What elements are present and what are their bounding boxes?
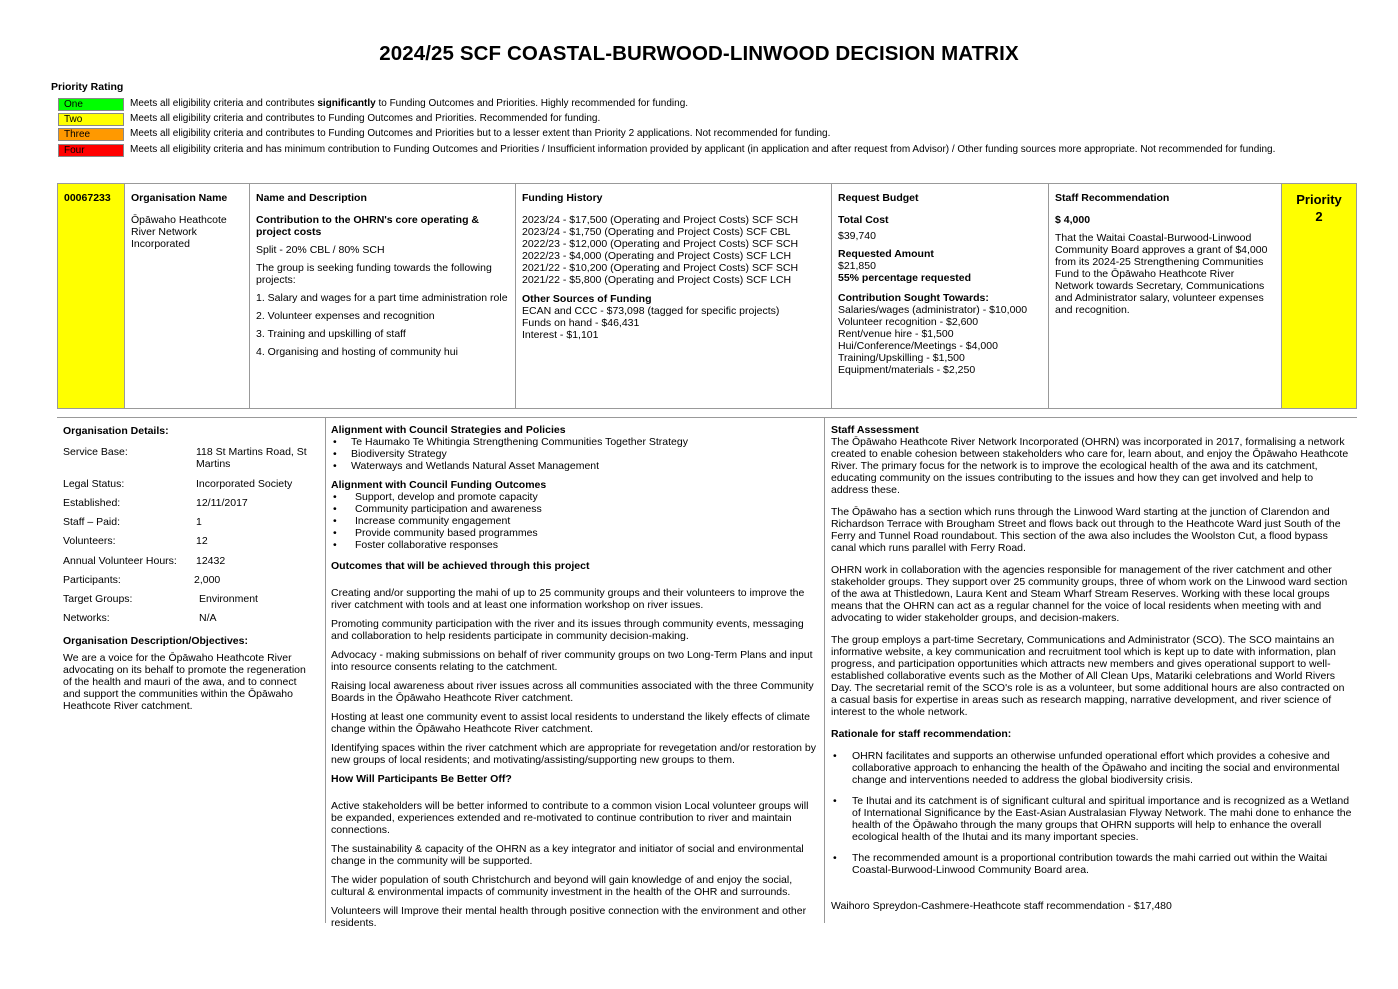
better-off-item: Active stakeholders will be better informed to contribute to a common vision Local volunteer groups will be expanded, experiences extended and re-motivated to continue contribution to river and maintain connections. bbox=[331, 800, 809, 836]
detail-value: 1 bbox=[196, 516, 202, 528]
list-item: • Te Haumako Te Whitingia Strengthening Communities Together Strategy bbox=[331, 436, 817, 448]
contribution-item: Training/Upskilling - $1,500 bbox=[838, 352, 965, 364]
rationale-item: • OHRN facilitates and supports an otherwise unfunded operational effort which provides a cohesive and collaborative approach to enhancing the health of the Ōpāwaho and inciting the social and environmental change and interventions needed to address the global biodiversity crisis. bbox=[831, 750, 1353, 786]
organisation-name: Ōpāwaho Heathcote River Network Incorporated bbox=[131, 214, 227, 250]
detail-value: 12 bbox=[196, 535, 208, 547]
total-cost-label: Total Cost bbox=[838, 214, 889, 226]
detail-label: Participants: bbox=[63, 574, 121, 586]
staff-recommendation-heading: Staff Recommendation bbox=[1055, 192, 1170, 204]
better-off-item: Volunteers will Improve their mental health through positive connection with the environment and other residents. bbox=[331, 905, 807, 929]
project-item: 4. Organising and hosting of community hui bbox=[256, 346, 458, 358]
other-funding-item: Interest - $1,101 bbox=[522, 329, 599, 341]
assessment-paragraph: OHRN work in collaboration with the agencies responsible for management of the river catchment and other stakeholder groups. They support over 25 community groups, three of whom work on the Linwood ward section of the awa at Thistledown, Laura Kent and Steam Wharf Stream Reserves. Working with these local groups means that the OHRN can act as a regular channel for the voice of local residents when meeting with and advocating to wider stakeholder groups, and decision-makers. bbox=[831, 564, 1348, 624]
request-budget-heading: Request Budget bbox=[838, 192, 919, 204]
priority-label-two: Two bbox=[58, 113, 124, 126]
staff-recommendation-text: That the Waitai Coastal-Burwood-Linwood Community Board approves a grant of $4,000 from its 2024-25 Strengthening Communities Fund to the Ōpāwaho Heathcote River Network towards Secretary, Communications and Administrator salary, volunteer expenses and recognition. bbox=[1055, 232, 1268, 316]
list-item: • Provide community based programmes bbox=[331, 527, 817, 539]
staff-recommendation-cell bbox=[1049, 184, 1282, 408]
detail-label: Volunteers: bbox=[63, 535, 116, 547]
achieved-item: Hosting at least one community event to assist local residents to understand the likely effects of climate change within the Ōpāwaho Heathcote River catchment. bbox=[331, 711, 810, 735]
application-id: 00067233 bbox=[64, 192, 111, 204]
other-board-recommendation: Waihoro Spreydon-Cashmere-Heathcote staff recommendation - $17,480 bbox=[831, 900, 1172, 912]
achieved-item: Advocacy - making submissions on behalf of river community groups on two Long-Term Plans and input into resource consents relating to the catchment. bbox=[331, 649, 813, 673]
seeking-text: The group is seeking funding towards the following projects: bbox=[256, 262, 492, 286]
percentage-requested: 55% percentage requested bbox=[838, 272, 972, 284]
priority-rating-heading: Priority Rating bbox=[51, 81, 124, 93]
assessment-paragraph: The Ōpāwaho Heathcote River Network Incorporated (OHRN) was incorporated in 2017, formalising a network created to enable cohesion between stakeholders who care for, learn about, and enjoy the Ōpāwaho Heathcote River. The primary focus for the network is to improve the ecological health of the awa and its catchment, educating community on the issues contributing to the issues and how they can get involved and help to address these. bbox=[831, 436, 1349, 496]
rationale-heading: Rationale for staff recommendation: bbox=[831, 728, 1012, 740]
achieved-item: Identifying spaces within the river catchment which are appropriate for revegetation and/or restoration by new groups of local residents; and motivating/assisting/supporting new groups to them. bbox=[331, 742, 817, 766]
organisation-details-heading: Organisation Details: bbox=[63, 425, 169, 437]
name-description-cell bbox=[250, 184, 516, 408]
detail-value: N/A bbox=[199, 612, 217, 624]
priority-label-four: Four bbox=[58, 144, 124, 157]
list-item: • Biodiversity Strategy bbox=[331, 448, 817, 460]
better-off-item: The wider population of south Christchurch and beyond will gain knowledge of and enjoy the social, cultural & environmental impacts of community investment in the health of the OHR and surrounds. bbox=[331, 874, 793, 898]
staff-recommended-amount: $ 4,000 bbox=[1055, 214, 1091, 226]
organisation-details-column bbox=[57, 418, 325, 923]
staff-assessment-heading: Staff Assessment bbox=[831, 424, 919, 436]
achieved-heading: Outcomes that will be achieved through this project bbox=[331, 560, 590, 572]
column-divider bbox=[325, 418, 326, 923]
organisation-name-heading: Organisation Name bbox=[131, 192, 228, 204]
priority-desc-three: Meets all eligibility criteria and contributes to Funding Outcomes and Priorities but to a lesser extent than Priority 2 applications. Not recommended for funding. bbox=[130, 128, 831, 139]
detail-label: Established: bbox=[63, 497, 121, 509]
funding-history-cell bbox=[516, 184, 832, 408]
funding-history-item: 2022/23 - $4,000 (Operating and Project Costs) SCF LCH bbox=[522, 250, 792, 262]
contribution-item: Salaries/wages (administrator) - $10,000 bbox=[838, 304, 1028, 316]
achieved-item: Promoting community participation with the river and its issues through community events, messaging and collaboration to help residents participate in community decision-making. bbox=[331, 618, 804, 642]
list-item: • Waterways and Wetlands Natural Asset Management bbox=[331, 460, 817, 472]
alignment-column bbox=[331, 418, 817, 929]
details-section bbox=[57, 417, 1357, 929]
priority-label-one: One bbox=[58, 98, 124, 111]
funding-history-item: 2022/23 - $12,000 (Operating and Project Costs) SCF SCH bbox=[522, 238, 799, 250]
detail-value: 12/11/2017 bbox=[196, 497, 248, 509]
organisation-description: We are a voice for the Ōpāwaho Heathcote River advocating on its behalf to promote the regeneration of the health and mauri of the awa, and to connect and support the communities within the Ōpāwaho Heathcote River catchment. bbox=[63, 652, 306, 712]
other-funding-item: ECAN and CCC - $73,098 (tagged for specific projects) bbox=[522, 305, 780, 317]
contribution-item: Rent/venue hire - $1,500 bbox=[838, 328, 954, 340]
project-item: 3. Training and upskilling of staff bbox=[256, 328, 406, 340]
achieved-item: Raising local awareness about river issues across all communities associated with the three Community Boards in the Ōpāwaho Heathcote River catchment. bbox=[331, 680, 814, 704]
strategies-list bbox=[331, 436, 817, 472]
priority-label-three: Three bbox=[58, 128, 124, 141]
other-funding-heading: Other Sources of Funding bbox=[522, 293, 652, 305]
staff-assessment-column bbox=[831, 418, 1353, 923]
list-item: • Support, develop and promote capacity bbox=[331, 491, 817, 503]
requested-amount-value: $21,850 bbox=[838, 260, 876, 272]
page-title: 2024/25 SCF COASTAL-BURWOOD-LINWOOD DECISION MATRIX bbox=[379, 42, 1019, 65]
assessment-paragraph: The group employs a part-time Secretary, Communications and Administrator (SCO). The SCO maintains an informative website, a key communication and recruitment tool which is kept up to date with information, plan progress, and participation opportunities which attracts new members and gives operational support to well-established collaborative events such as the Mother of All Clean Ups, Matariki celebrations and World Rivers Day. The secretarial remit of the SCO's role is as a volunteer, but some additional hours are also contracted on a casual basis for expertise in areas such as research mapping, narrative development, and river science of interest to the whole network. bbox=[831, 634, 1345, 718]
better-off-heading: How Will Participants Be Better Off? bbox=[331, 773, 512, 785]
detail-value: 118 St Martins Road, St Martins bbox=[196, 446, 307, 470]
detail-label: Annual Volunteer Hours: bbox=[63, 555, 177, 567]
list-item: • Foster collaborative responses bbox=[331, 539, 817, 551]
priority-desc-two: Meets all eligibility criteria and contributes to Funding Outcomes and Priorities. Recommended for funding. bbox=[130, 113, 601, 124]
funding-history-item: 2023/24 - $1,750 (Operating and Project Costs) SCF CBL bbox=[522, 226, 791, 238]
project-item: 1. Salary and wages for a part time administration role bbox=[256, 292, 508, 304]
list-item: • Community participation and awareness bbox=[331, 503, 817, 515]
detail-value: 12432 bbox=[196, 555, 226, 567]
rationale-item: • The recommended amount is a proportional contribution towards the mahi carried out within the Waitai Coastal-Burwood-Linwood Community Board area. bbox=[831, 852, 1353, 876]
detail-value: Environment bbox=[199, 593, 258, 605]
contribution-item: Equipment/materials - $2,250 bbox=[838, 364, 976, 376]
achieved-item: Creating and/or supporting the mahi of up to 25 community groups and their volunteers to improve the river catchment with tools and at least one information workshop on river issues. bbox=[331, 587, 805, 611]
rationale-list bbox=[831, 750, 1353, 876]
detail-label: Service Base: bbox=[63, 446, 128, 458]
funding-split: Split - 20% CBL / 80% SCH bbox=[256, 244, 385, 256]
application-summary-table bbox=[57, 183, 1357, 409]
priority-value: 2 bbox=[1315, 209, 1323, 224]
funding-history-heading: Funding History bbox=[522, 192, 603, 204]
funding-history-item: 2023/24 - $17,500 (Operating and Project Costs) SCF SCH bbox=[522, 214, 799, 226]
strategies-heading: Alignment with Council Strategies and Policies bbox=[331, 424, 566, 436]
application-id-cell bbox=[58, 184, 125, 408]
list-item: • Increase community engagement bbox=[331, 515, 817, 527]
project-title: Contribution to the OHRN's core operating & project costs bbox=[256, 214, 479, 238]
organisation-name-cell bbox=[125, 184, 250, 408]
priority-desc-one: Meets all eligibility criteria and contributes significantly to Funding Outcomes and Priorities. Highly recommended for funding. bbox=[130, 98, 689, 109]
contribution-heading: Contribution Sought Towards: bbox=[838, 292, 989, 304]
priority-label: Priority bbox=[1296, 192, 1342, 207]
project-item: 2. Volunteer expenses and recognition bbox=[256, 310, 435, 322]
outcomes-heading: Alignment with Council Funding Outcomes bbox=[331, 479, 547, 491]
detail-value: 2,000 bbox=[194, 574, 221, 586]
detail-value: Incorporated Society bbox=[196, 478, 293, 490]
detail-label: Target Groups: bbox=[63, 593, 133, 605]
rationale-item: • Te Ihutai and its catchment is of significant cultural and spiritual importance and is recognized as a Wetland of International Significance by the East-Asian Australasian Flyway Network. The mahi done to enhance the health of the Ōpāwaho through the many groups that OHRN supports will help to enhance the overall ecological health of the Ihutai and its many important species. bbox=[831, 795, 1353, 843]
funding-history-item: 2021/22 - $5,800 (Operating and Project Costs) SCF LCH bbox=[522, 274, 792, 286]
priority-cell bbox=[1282, 184, 1356, 408]
other-funding-item: Funds on hand - $46,431 bbox=[522, 317, 640, 329]
better-off-item: The sustainability & capacity of the OHRN as a key integrator and initiator of social and environmental change in the community will be supported. bbox=[331, 843, 804, 867]
column-divider bbox=[824, 418, 825, 923]
organisation-description-heading: Organisation Description/Objectives: bbox=[63, 635, 248, 647]
contribution-item: Volunteer recognition - $2,600 bbox=[838, 316, 979, 328]
contribution-item: Hui/Conference/Meetings - $4,000 bbox=[838, 340, 998, 352]
name-description-heading: Name and Description bbox=[256, 192, 367, 204]
priority-desc-four: Meets all eligibility criteria and has minimum contribution to Funding Outcomes and Priorities / Insufficient information provided by applicant (in application and after request from Advisor) / Other funding sources more appropriate. Not recommended for funding. bbox=[130, 144, 1276, 155]
funding-history-item: 2021/22 - $10,200 (Operating and Project Costs) SCF SCH bbox=[522, 262, 799, 274]
total-cost-value: $39,740 bbox=[838, 230, 876, 242]
detail-label: Networks: bbox=[63, 612, 110, 624]
detail-label: Legal Status: bbox=[63, 478, 125, 490]
request-budget-cell bbox=[832, 184, 1049, 408]
outcomes-list bbox=[331, 491, 817, 551]
assessment-paragraph: The Ōpāwaho has a section which runs through the Linwood Ward starting at the junction of Clarendon and Richardson Terrace with Brougham Street and flows back out through to the Heathcote Ward just South of the Ferry and Tunnel Road roundabout. This section of the awa also includes the Woolston Cut, a flood bypass canal which runs parallel with Ferry Road. bbox=[831, 506, 1341, 554]
requested-amount-label: Requested Amount bbox=[838, 248, 934, 260]
detail-label: Staff – Paid: bbox=[63, 516, 121, 528]
